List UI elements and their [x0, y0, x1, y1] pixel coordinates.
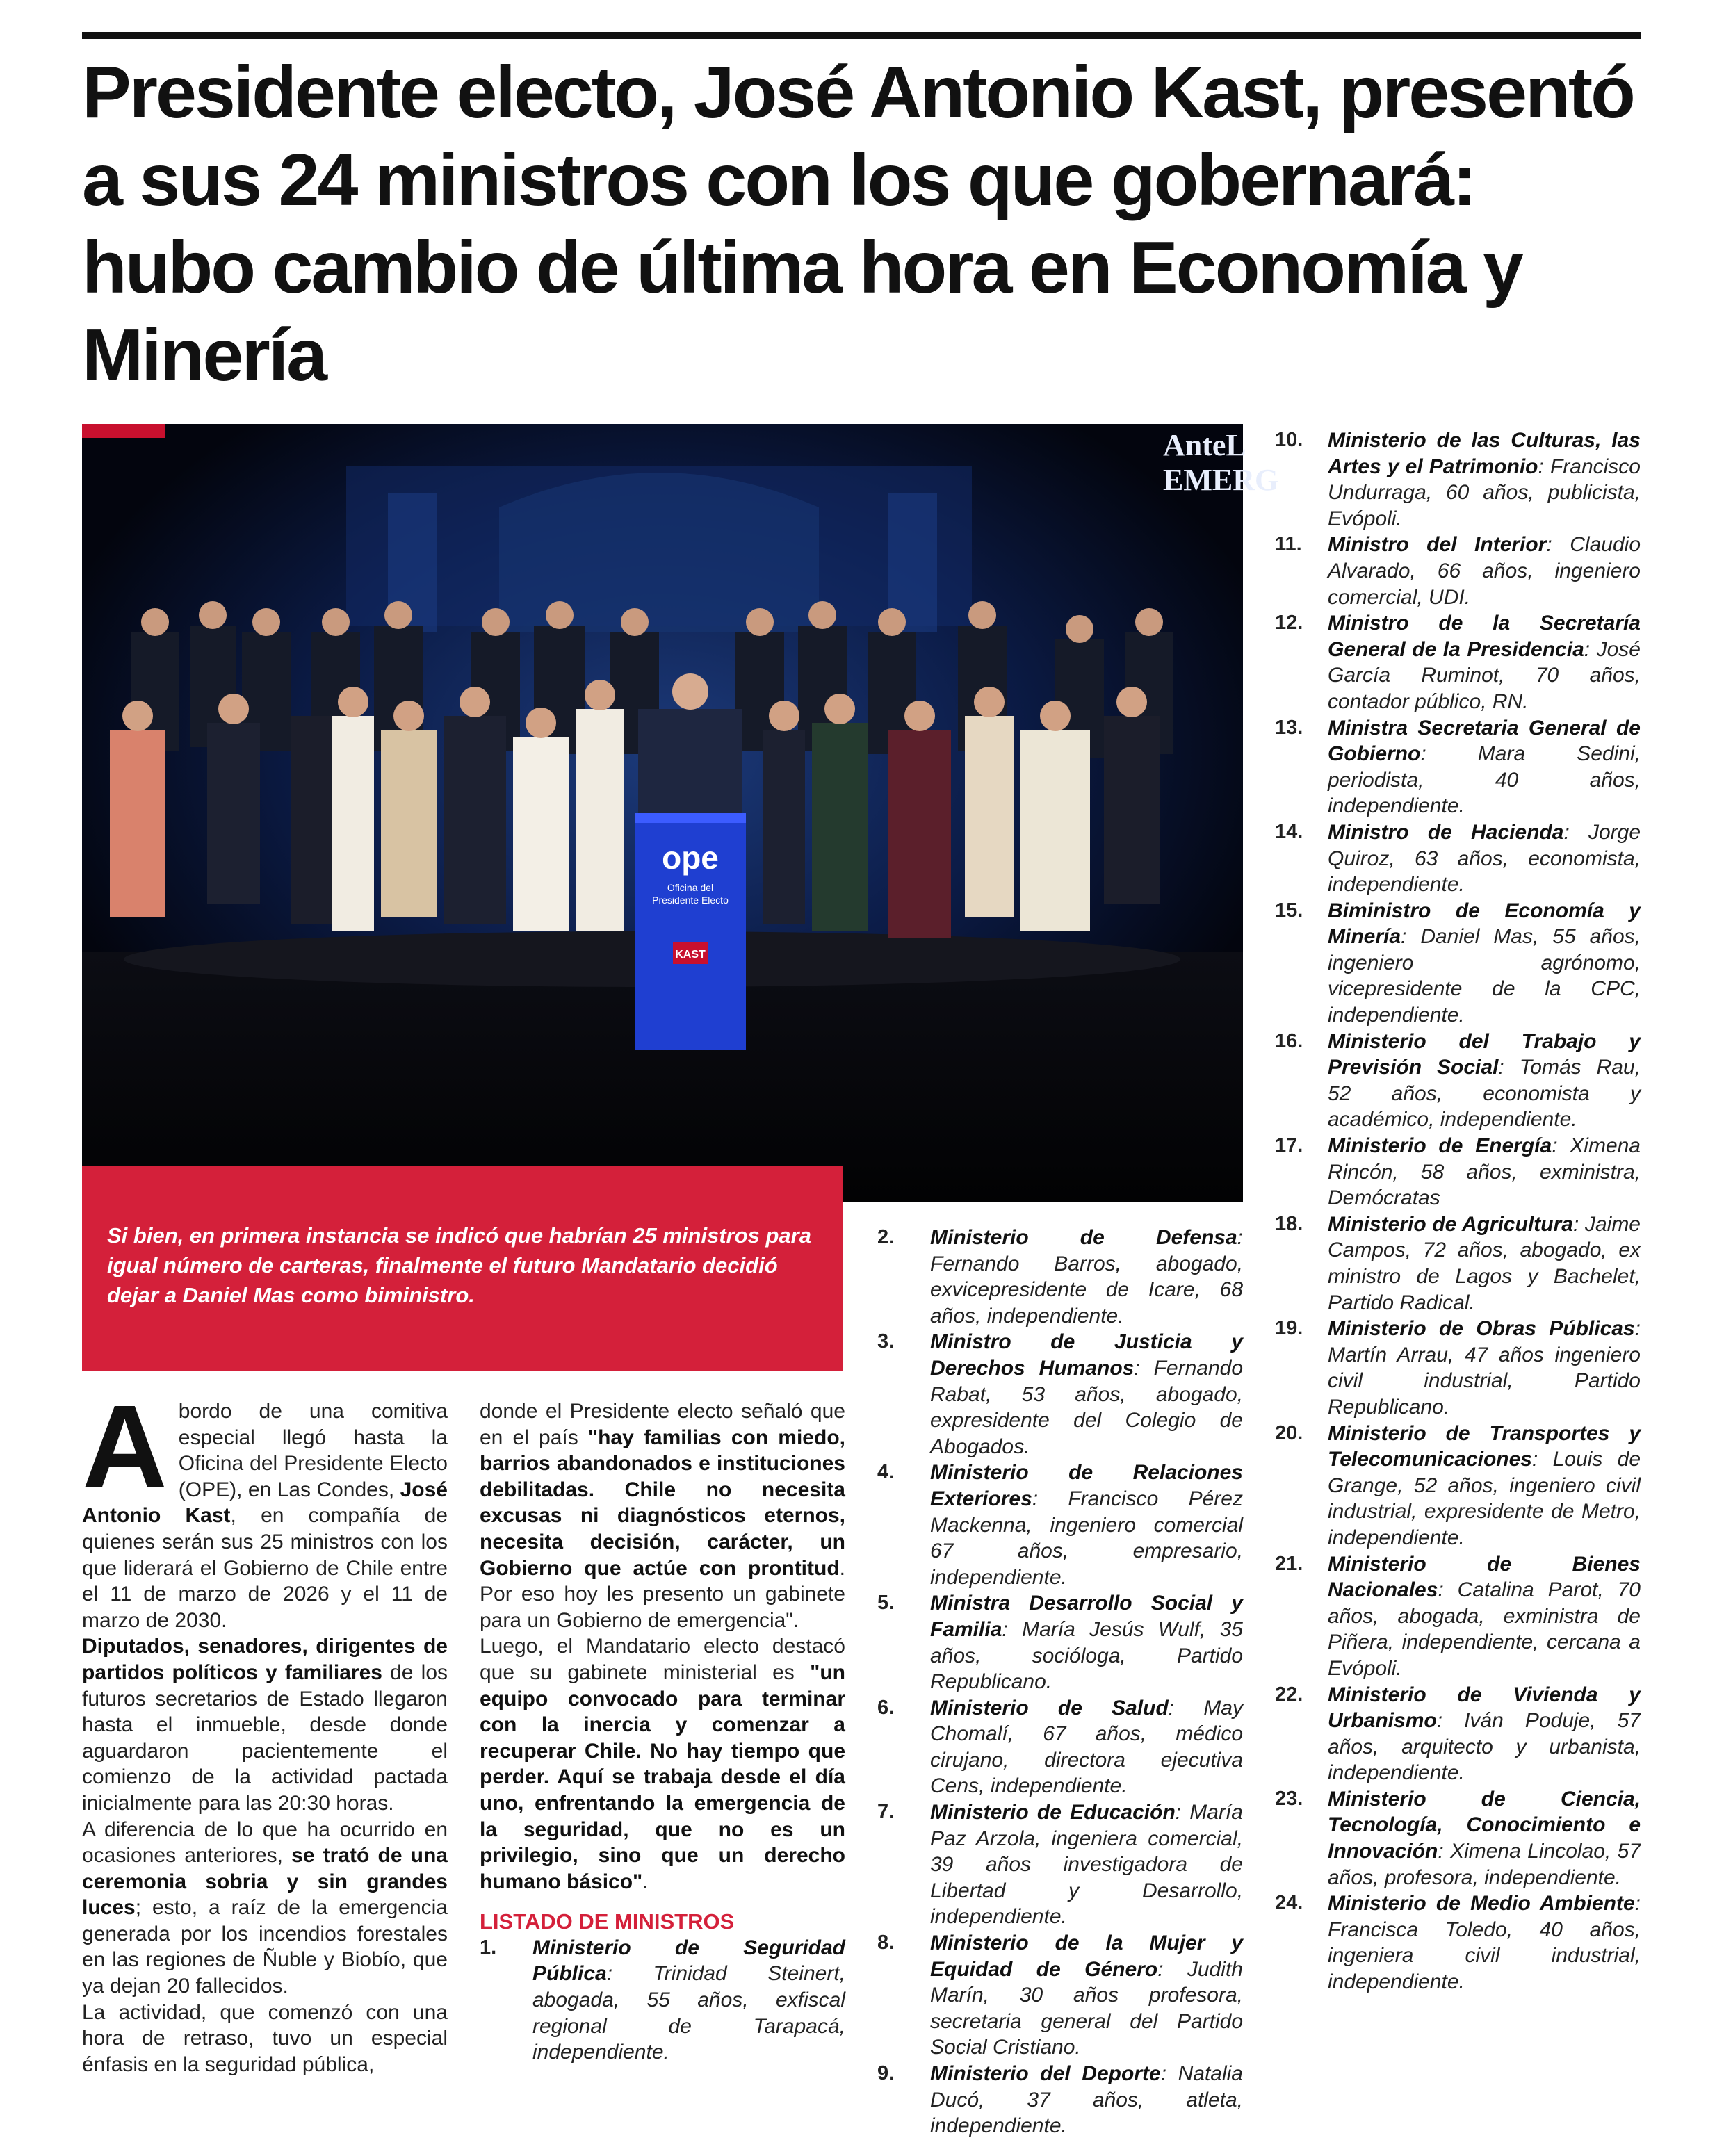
minister-desc: : José García Ruminot, 70 años, contador público, RN. — [1328, 637, 1641, 713]
minister-text — [1328, 819, 1641, 898]
minister-item — [877, 1460, 1243, 1590]
minister-desc: : María Paz Arzola, ingeniera comercial, 39 años investigadora de Libertad y Desarrollo, independiente. — [930, 1801, 1243, 1929]
paragraph-3: A diferencia de lo que ha ocurrido en ocasiones anteriores, se trató de una ceremonia sobria y sin grandes luces; esto, a raíz de la emergencia generada por los incendios forestales en las regiones de Ñuble y Biobío, que ya dejan 20 fallecidos. — [82, 1818, 448, 1998]
minister-number: 14. — [1275, 820, 1303, 843]
minister-text — [930, 1930, 1243, 2061]
minister-desc: : Francisco Undurraga, 60 años, publicista, Evópoli. — [1328, 455, 1641, 530]
minister-text — [1328, 427, 1641, 532]
minister-text — [1328, 610, 1641, 714]
minister-text — [1328, 1133, 1641, 1211]
minister-text — [1328, 715, 1641, 819]
minister-desc: : Francisca Toledo, 40 años, ingeniera civil industrial, independiente. — [1328, 1892, 1641, 1994]
minister-item — [1275, 1682, 1641, 1786]
drop-cap: A — [82, 1381, 168, 1513]
minister-number: 20. — [1275, 1421, 1303, 1444]
body-column-4 — [1275, 427, 1641, 1995]
body-column-3 — [877, 1225, 1243, 2139]
minister-text — [1328, 1682, 1641, 1786]
minister-text — [532, 1935, 845, 2066]
minister-title: Ministerio de Energía — [1328, 1134, 1552, 1158]
minister-title: Ministerio de Educación — [930, 1801, 1176, 1824]
minister-text — [1328, 1316, 1641, 1420]
minister-title: Ministerio de Salud — [930, 1696, 1169, 1720]
minister-number: 1. — [480, 1936, 497, 1959]
minister-title: Ministerio del Trabajo y Previsión Social — [1328, 1029, 1641, 1079]
minister-number: 23. — [1275, 1787, 1303, 1810]
minister-number: 15. — [1275, 899, 1303, 922]
minister-number: 8. — [877, 1932, 895, 1954]
minister-item — [1275, 1890, 1641, 1995]
paragraph-4: La actividad, que comenzó con una hora de retraso, tuvo un especial énfasis en la seguridad pública, — [82, 2000, 448, 2076]
minister-item — [1275, 1786, 1641, 1890]
minister-desc: : Judith Marín, 30 años profesora, secretaria general del Partido Social Cristiano. — [930, 1957, 1243, 2059]
minister-item — [480, 1935, 845, 2066]
minister-desc: : Francisco Pérez Mackenna, ingeniero comercial 67 años, empresario, independiente. — [930, 1487, 1243, 1589]
minister-number: 9. — [877, 2062, 895, 2084]
minister-desc: : Ximena Rincón, 58 años, exministra, Demócratas — [1328, 1134, 1641, 1210]
minister-desc: : Martín Arrau, 47 años ingeniero civil industrial, Partido Republicano. — [1328, 1317, 1641, 1419]
minister-number: 13. — [1275, 716, 1303, 739]
headline: Presidente electo, José Antonio Kast, presentó a sus 24 ministros con los que gobernará: hubo cambio de última hora en Economía y Minería — [82, 51, 1634, 396]
paragraph-1: Abordo de una comitiva especial llegó hasta la Oficina del Presidente Electo (OPE), en Las Condes, José Antonio Kast, en compañía de quienes serán sus 25 ministros con los que liderará el Gobierno de Chile entre el 11 de marzo de 2026 y el 11 de marzo de 2030. — [82, 1381, 448, 1632]
minister-desc: : Fernando Barros, abogado, exvicepresidente de Icare, 68 años, independiente. — [930, 1226, 1243, 1328]
minister-desc: : Jaime Campos, 72 años, abogado, ex ministro de Lagos y Bachelet, Partido Radical. — [1328, 1212, 1641, 1314]
top-rule — [82, 32, 1641, 39]
minister-item — [1275, 532, 1641, 610]
minister-number: 2. — [877, 1226, 895, 1248]
minister-text — [1328, 898, 1641, 1029]
minister-item — [1275, 427, 1641, 532]
minister-title: Ministro del Interior — [1328, 533, 1547, 557]
minister-text — [1328, 1786, 1641, 1890]
minister-text — [930, 1799, 1243, 1930]
minister-text — [930, 1695, 1243, 1799]
minister-item — [877, 1590, 1243, 1694]
minister-item — [1275, 1551, 1641, 1682]
minister-item — [877, 2061, 1243, 2139]
minister-text — [1328, 1890, 1641, 1995]
minister-title: Ministro de Hacienda — [1328, 820, 1564, 844]
minister-item — [1275, 1133, 1641, 1211]
minister-item — [1275, 1421, 1641, 1551]
minister-text — [1328, 1211, 1641, 1316]
minister-text — [930, 1460, 1243, 1590]
minister-item — [1275, 819, 1641, 898]
minister-desc: : Trinidad Steinert, abogada, 55 años, exfiscal regional de Tarapacá, independiente. — [532, 1962, 845, 2064]
minister-item — [1275, 898, 1641, 1029]
minister-text — [1328, 1421, 1641, 1551]
minister-item — [1275, 1029, 1641, 1133]
minister-title: Ministerio de la Mujer y Equidad de Género — [930, 1932, 1243, 1981]
photo-caption: Si bien, en primera instancia se indicó que habrían 25 ministros para igual número de carteras, finalmente el futuro Mandatario decidió dejar a Daniel Mas como biministro. — [82, 1166, 843, 1371]
minister-desc: : Louis de Grange, 52 años, ingeniero civil industrial, expresidente de Metro, independiente. — [1328, 1448, 1641, 1549]
minister-number: 6. — [877, 1696, 895, 1719]
minister-desc: : Mara Sedini, periodista, 40 años, independiente. — [1328, 742, 1641, 818]
minister-item — [877, 1695, 1243, 1799]
backdrop-text-1: AnteL — [1163, 428, 1246, 462]
minister-title: Ministerio del Deporte — [930, 2062, 1161, 2085]
minister-title: Ministerio de Agricultura — [1328, 1212, 1573, 1236]
podium-sub2: Presidente Electo — [652, 895, 729, 906]
minister-text — [930, 2061, 1243, 2139]
paragraph-2: Diputados, senadores, dirigentes de partidos políticos y familiares de los futuros secretarios de Estado llegaron hasta el inmueble, desde donde aguardaron pacientemente el comienzo de la actividad pactada inicialmente para las 20:30 horas. — [82, 1635, 448, 1815]
minister-desc: : Claudio Alvarado, 66 años, ingeniero comercial, UDI. — [1328, 533, 1641, 609]
minister-number: 11. — [1275, 533, 1302, 556]
minister-list-part-2 — [877, 1225, 1243, 2139]
minister-title: Ministerio de Defensa — [930, 1226, 1237, 1249]
minister-item — [1275, 1211, 1641, 1316]
minister-text — [1328, 1029, 1641, 1133]
minister-number: 21. — [1275, 1552, 1303, 1575]
minister-item — [877, 1930, 1243, 2061]
minister-number: 10. — [1275, 429, 1303, 451]
minister-desc: : Daniel Mas, 55 años, ingeniero agrónomo, vicepresidente de la CPC, independiente. — [1328, 925, 1641, 1027]
minister-title: Ministerio de Seguridad Pública — [532, 1936, 845, 1986]
minister-number: 7. — [877, 1801, 895, 1824]
minister-item — [877, 1225, 1243, 1329]
cabinet-photo-illustration — [82, 424, 1279, 1202]
minister-list-part-1 — [480, 1935, 845, 2066]
minister-title: Ministerio de Ciencia, Tecnología, Conocimiento e Innovación — [1328, 1787, 1641, 1863]
minister-title: Ministerio de las Culturas, las Artes y el Patrimonio — [1328, 429, 1641, 478]
minister-item — [877, 1329, 1243, 1460]
minister-title: Ministra Secretaria General de Gobierno — [1328, 716, 1641, 766]
minister-desc: : Tomás Rau, 52 años, economista y académico, independiente. — [1328, 1056, 1641, 1132]
minister-title: Ministro de la Secretaría General de la Presidencia — [1328, 612, 1641, 661]
minister-text — [930, 1590, 1243, 1694]
minister-text — [1328, 1551, 1641, 1682]
paragraph-5: donde el Presidente electo señaló que en el país "hay familias con miedo, barrios abandonados e instituciones debilitadas. Chile no necesita excusas ni diagnósticos eternos, necesita decisión, carácter, un Gobierno que actúe con prontitud. Por eso hoy les presento un gabinete para un Gobierno de emergencia". — [480, 1400, 845, 1632]
cabinet-photo — [82, 424, 1279, 1202]
minister-title: Ministra Desarrollo Social y Familia — [930, 1592, 1243, 1641]
minister-title: Ministerio de Obras Públicas — [1328, 1317, 1635, 1341]
minister-item — [877, 1799, 1243, 1930]
minister-text — [930, 1225, 1243, 1329]
body-column-2 — [480, 1398, 845, 2066]
minister-item — [1275, 1316, 1641, 1420]
backdrop-text-2: EMERG — [1163, 463, 1279, 497]
minister-desc: : May Chomalí, 67 años, médico cirujano, directora ejecutiva Cens, independiente. — [930, 1696, 1243, 1798]
minister-title: Ministerio de Transportes y Telecomunicaciones — [1328, 1421, 1641, 1471]
minister-number: 19. — [1275, 1317, 1303, 1340]
minister-desc: : María Jesús Wulf, 35 años, socióloga, Partido Republicano. — [930, 1617, 1243, 1694]
minister-number: 12. — [1275, 612, 1303, 635]
minister-title: Biministro de Economía y Minería — [1328, 899, 1641, 949]
podium-logo: ope — [662, 840, 719, 876]
minister-number: 22. — [1275, 1683, 1303, 1706]
minister-title: Ministro de Justicia y Derechos Humanos — [930, 1330, 1243, 1380]
minister-title: Ministerio de Vivienda y Urbanismo — [1328, 1683, 1641, 1733]
minister-item — [1275, 610, 1641, 714]
minister-list-part-3 — [1275, 427, 1641, 1995]
minister-number: 17. — [1275, 1134, 1303, 1157]
podium-badge: KAST — [675, 949, 706, 961]
minister-desc: : Iván Poduje, 57 años, arquitecto y urbanista, independiente. — [1328, 1709, 1641, 1785]
minister-desc: : Fernando Rabat, 53 años, abogado, expresidente del Colegio de Abogados. — [930, 1356, 1243, 1458]
list-title: LISTADO DE MINISTROS — [480, 1909, 735, 1934]
body-column-1 — [82, 1381, 448, 2077]
minister-number: 18. — [1275, 1212, 1303, 1235]
minister-desc: : Catalina Parot, 70 años, abogada, exministra de Piñera, independiente, cercana a Evópoli. — [1328, 1578, 1641, 1680]
minister-desc: : Jorge Quiroz, 63 años, economista, independiente. — [1328, 820, 1641, 897]
minister-title: Ministerio de Relaciones Exteriores — [930, 1461, 1243, 1510]
minister-text — [1328, 532, 1641, 610]
minister-number: 5. — [877, 1592, 895, 1615]
paragraph-6: Luego, el Mandatario electo destacó que su gabinete ministerial es "un equipo convocado para terminar con la inercia y comenzar a recuperar Chile. No hay tiempo que perder. Aquí se trabaja desde el día uno, enfrentando la emergencia de la seguridad, que no es un privilegio, sino que un derecho humano básico". — [480, 1635, 845, 1893]
minister-number: 24. — [1275, 1892, 1303, 1915]
minister-desc: : Natalia Ducó, 37 años, atleta, independiente. — [930, 2062, 1243, 2138]
minister-number: 16. — [1275, 1029, 1303, 1052]
minister-number: 3. — [877, 1330, 895, 1353]
minister-number: 4. — [877, 1461, 895, 1484]
minister-text — [930, 1329, 1243, 1460]
podium — [635, 813, 746, 1050]
podium-sub1: Oficina del — [667, 882, 714, 893]
minister-title: Ministerio de Bienes Nacionales — [1328, 1552, 1641, 1602]
minister-desc: : Ximena Lincolao, 57 años, profesora, independiente. — [1328, 1840, 1641, 1889]
minister-title: Ministerio de Medio Ambiente — [1328, 1892, 1635, 1916]
minister-item — [1275, 715, 1641, 819]
